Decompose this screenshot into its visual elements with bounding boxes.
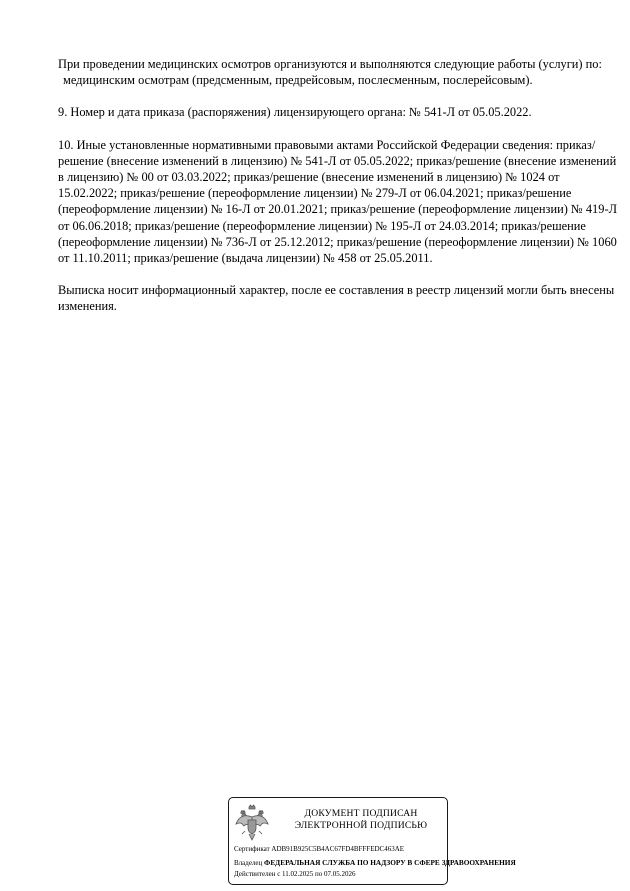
services-item: медицинским осмотрам (предсменным, предрейсовым, послесменным, послерейсовым).	[63, 73, 533, 88]
certificate-value: ADB91B925C5B4AC67FD4BFFFEDC463AE	[271, 845, 405, 853]
services-intro: При проведении медицинских осмотров организуются и выполняются следующие работы (услуги) по:	[58, 57, 602, 71]
section-10-other-info: 10. Иные установленные нормативными правовыми актами Российской Федерации сведения: приказ/решение (внесение изменений в лицензию) № 541-Л от 05.05.2022; приказ/решение (внесение изменений в лицензию) № 00 от 03.03.2022; приказ/решение (внесение изменений в лицензию) № 1024 от 15.02.2022; приказ/решение (переоформление лицензии) № 279-Л от 06.04.2021; приказ/решение (переоформление лицензии) № 16-Л от 20.01.2021; приказ/решение (переоформление лицензии) № 419-Л от 06.06.2018; приказ/решение (переоформление лицензии) № 195-Л от 24.03.2014; приказ/решение (переоформление лицензии) № 736-Л от 25.12.2012; приказ/решение (переоформление лицензии) № 1060 от 11.10.2011; приказ/решение (выдача лицензии) № 458 от 25.05.2011.	[58, 137, 617, 266]
validity-line: Действителен с 11.02.2025 по 07.05.2026	[234, 870, 356, 878]
stamp-title-line-1: ДОКУМЕНТ ПОДПИСАН	[304, 808, 418, 819]
document-body	[58, 56, 620, 331]
electronic-signature-stamp	[228, 797, 516, 885]
owner-line	[234, 858, 516, 868]
russian-coat-of-arms-icon	[235, 804, 269, 842]
certificate-line	[234, 845, 404, 854]
stamp-title	[277, 808, 445, 832]
section-9-order-number: 9. Номер и дата приказа (распоряжения) лицензирующего органа: № 541-Л от 05.05.2022.	[58, 105, 532, 120]
certificate-label: Сертификат	[234, 845, 270, 853]
owner-label: Владелец	[234, 859, 263, 867]
services-section	[58, 56, 620, 88]
owner-value: ФЕДЕРАЛЬНАЯ СЛУЖБА ПО НАДЗОРУ В СФЕРЕ ЗДРАВООХРАНЕНИЯ	[264, 858, 516, 867]
disclaimer: Выписка носит информационный характер, после ее составления в реестр лицензий могли быть внесены изменения.	[58, 283, 615, 314]
stamp-title-line-2: ЭЛЕКТРОННОЙ ПОДПИСЬЮ	[294, 820, 428, 831]
